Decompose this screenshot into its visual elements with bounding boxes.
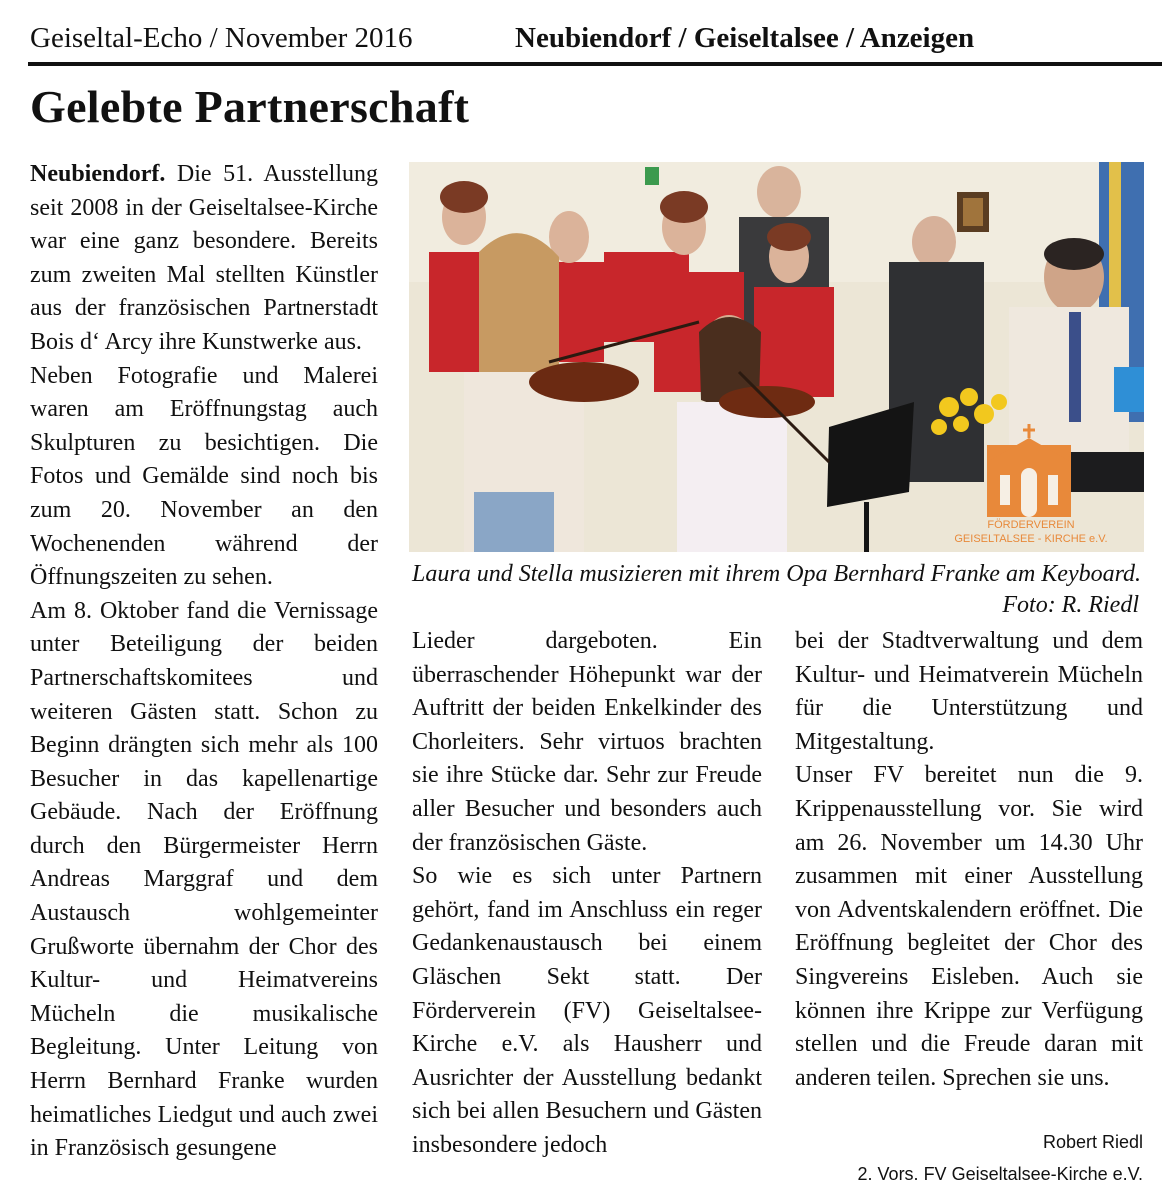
paragraph-4: Lieder dargeboten. Ein überraschender Höhepunkt war der Auftritt der beiden Enkelkinder des Chorleiters. Sehr virtuos brachten sie ihre Stücke dar. Sehr zur Freude aller Besucher und besonders auch der französischen Gäste. xyxy=(412,628,762,856)
caption-text: Laura und Stella musizieren mit ihrem Opa Bernhard Franke am Keyboard. xyxy=(412,561,1142,587)
photo-caption xyxy=(412,559,1147,618)
dateline: Neubiendorf. xyxy=(30,161,166,187)
article-column-3 xyxy=(795,625,1143,1095)
header-rule xyxy=(28,62,1162,66)
paragraph-1-text: Die 51. Ausstellung seit 2008 in der Geiseltalsee-Kirche war eine ganz besondere. Bereits zum zweiten Mal stellten Künstler aus der französischen Partnerstadt Bois d‘ Arcy ihre Kunstwerke aus. xyxy=(30,161,379,355)
paragraph-2: Neben Fotografie und Malerei waren am Eröffnungstag auch Skulpturen zu besichtigen. Die Fotos und Gemälde sind noch bis zum 20. November an den Wochenenden während der Öffnungszeiten zu sehen. xyxy=(30,362,378,591)
paragraph-1 xyxy=(30,158,378,360)
author-title: 2. Vors. FV Geiseltalsee-Kirche e.V. xyxy=(857,1164,1143,1184)
article-column-2 xyxy=(412,625,762,1163)
publication-title: Geiseltal-Echo / November 2016 xyxy=(30,22,413,54)
photo-credit: Foto: R. Riedl xyxy=(1002,592,1139,618)
author-signature xyxy=(858,1126,1143,1190)
article-photo xyxy=(409,162,1144,552)
paragraph-6: bei der Stadtverwaltung und dem Kultur- und Heimatverein Mücheln für die Unterstützung und Mitgestaltung. xyxy=(795,628,1143,755)
section-title: Neubiendorf / Geiseltalsee / Anzeigen xyxy=(515,22,975,54)
author-name: Robert Riedl xyxy=(1042,1132,1143,1152)
page-header xyxy=(30,22,1160,62)
photo-illustration xyxy=(409,162,1144,552)
paragraph-7: Unser FV bereitet nun die 9. Krippenausstellung vor. Sie wird am 26. November um 14.30 Uhr zusammen mit einer Ausstellung von Adventskalendern eröffnet. Die Eröffnung begleitet der Chor des Singvereins Eisleben. Auch sie können ihre Krippe zur Verfügung stellen und die Freude daran mit anderen teilen. Sprechen sie uns. xyxy=(795,762,1143,1091)
article-headline: Gelebte Partnerschaft xyxy=(30,81,470,132)
logo-text-1: FÖRDERVEREIN xyxy=(987,519,1075,531)
logo-text-2: GEISELTALSEE - KIRCHE e.V. xyxy=(954,533,1108,545)
paragraph-3: Am 8. Oktober fand die Vernissage unter Beteiligung der beiden Partnerschaftskomitees und weiteren Gästen statt. Schon zu Beginn drängten sich mehr als 100 Besucher in das kapellenartige Gebäude. Nach der Eröffnung durch den Bürgermeister Herrn Andreas Marggraf und dem Austausch wohlgemeinter Grußworte übernahm der Chor des Kultur- und Heimatvereins Mücheln die musikalische Begleitung. Unter Leitung von Herrn Bernhard Franke wurden heimatliches Liedgut und auch zwei in Französisch gesungene xyxy=(30,597,378,1162)
article-column-1 xyxy=(30,158,378,1166)
paragraph-5: So wie es sich unter Partnern gehört, fand im Anschluss ein reger Gedankenaustausch bei einem Gläschen Sekt statt. Der Förderverein (FV) Geiseltalsee-Kirche e.V. als Hausherr und Ausrichter der Ausstellung bedankt sich bei allen Besuchern und Gästen insbesondere jedoch xyxy=(412,863,762,1158)
